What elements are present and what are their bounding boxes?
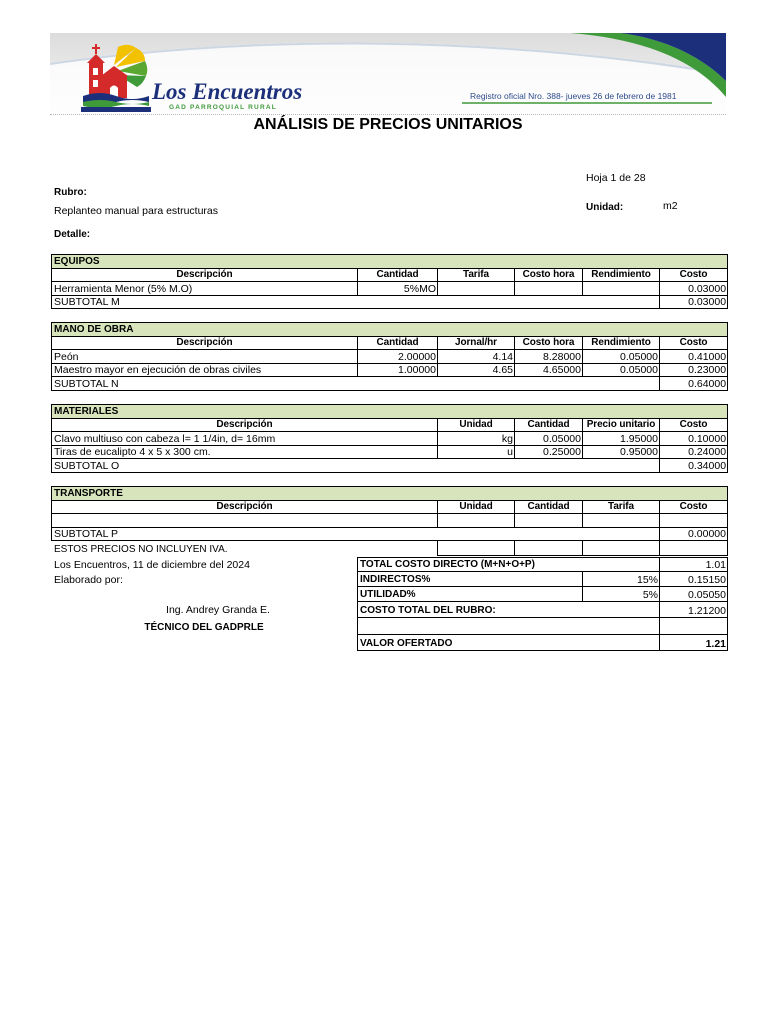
materiales-subtotal-label: SUBTOTAL O: [52, 459, 660, 473]
equipos-header-descripcion: Descripción: [52, 268, 358, 282]
mano-de-obra-table: [51, 322, 728, 391]
transporte-header-unidad: Unidad: [438, 500, 515, 514]
sheet-number: Hoja 1 de 28: [586, 172, 646, 184]
table-row: [52, 432, 728, 446]
equipos-subtotal-label: SUBTOTAL M: [52, 295, 660, 309]
table-row: [438, 541, 728, 556]
valor-ofertado-label: VALOR OFERTADO: [358, 635, 660, 651]
mano-de-obra-cell-costo: 0.23000: [660, 363, 728, 377]
equipos-subtotal-row: [52, 295, 728, 309]
summary-table: [357, 557, 728, 651]
transporte-title-row: [52, 487, 728, 501]
blank-cells-row: [437, 540, 728, 556]
transporte-subtotal-row: [52, 527, 728, 541]
mano-de-obra-subtotal-row: [52, 377, 728, 391]
unidad-label: Unidad:: [586, 202, 624, 213]
banner-divider: [50, 114, 726, 115]
iva-note: ESTOS PRECIOS NO INCLUYEN IVA.: [54, 544, 228, 555]
materiales-cell-cantidad: 0.25000: [515, 445, 583, 459]
summary-blank-row: [358, 618, 728, 635]
equipos-section-title: EQUIPOS: [52, 255, 728, 269]
table-row: [52, 350, 728, 364]
valor-ofertado-row: [358, 635, 728, 651]
mano-de-obra-cell-costo-hora: 4.65000: [515, 363, 583, 377]
equipos-header-row: [52, 268, 728, 282]
equipos-header-rendimiento: Rendimiento: [583, 268, 660, 282]
transporte-header-descripcion: Descripción: [52, 500, 438, 514]
equipos-title-row: [52, 255, 728, 269]
mano-de-obra-cell-rendimiento: 0.05000: [583, 350, 660, 364]
table-row: [52, 363, 728, 377]
signer-title: TÉCNICO DEL GADPRLE: [144, 622, 264, 633]
rubro-label: Rubro:: [54, 187, 87, 198]
mano-de-obra-cell-jornal: 4.65: [438, 363, 515, 377]
equipos-cell-costo-hora: [515, 282, 583, 296]
mano-de-obra-cell-cantidad: 1.00000: [358, 363, 438, 377]
materiales-subtotal-value: 0.34000: [660, 459, 728, 473]
blank-cell: [660, 541, 728, 556]
mano-de-obra-header-costo: Costo: [660, 336, 728, 350]
materiales-header-descripcion: Descripción: [52, 418, 438, 432]
materiales-cell-costo: 0.24000: [660, 445, 728, 459]
signer-name: Ing. Andrey Granda E.: [166, 604, 270, 616]
blank-cell: [583, 541, 660, 556]
blank-cell: [438, 541, 515, 556]
materiales-cell-descripcion: Clavo multiuso con cabeza l= 1 1/4in, d= 16mm: [52, 432, 438, 446]
equipos-header-costo-hora: Costo hora: [515, 268, 583, 282]
materiales-cell-costo: 0.10000: [660, 432, 728, 446]
mano-de-obra-header-costo-hora: Costo hora: [515, 336, 583, 350]
utilidad-label: UTILIDAD%: [358, 587, 583, 602]
materiales-cell-descripcion: Tiras de eucalipto 4 x 5 x 300 cm.: [52, 445, 438, 459]
materiales-header-row: [52, 418, 728, 432]
total-costo-directo-value: 1.01: [660, 558, 728, 572]
utilidad-row: [358, 587, 728, 602]
valor-ofertado-value: 1.21: [660, 635, 728, 651]
table-row: [52, 282, 728, 296]
equipos-header-cantidad: Cantidad: [358, 268, 438, 282]
equipos-cell-rendimiento: [583, 282, 660, 296]
org-subtitle: GAD PARROQUIAL RURAL: [169, 104, 277, 111]
utilidad-percent: 5%: [583, 587, 660, 602]
mano-de-obra-header-jornal: Jornal/hr: [438, 336, 515, 350]
materiales-cell-unidad: kg: [438, 432, 515, 446]
transporte-header-tarifa: Tarifa: [583, 500, 660, 514]
transporte-cell-unidad: [438, 514, 515, 528]
detalle-label: Detalle:: [54, 229, 91, 240]
mano-de-obra-header-descripcion: Descripción: [52, 336, 358, 350]
transporte-header-row: [52, 500, 728, 514]
materiales-cell-precio-unitario: 1.95000: [583, 432, 660, 446]
table-row: [52, 445, 728, 459]
transporte-cell-tarifa: [583, 514, 660, 528]
total-costo-directo-label: TOTAL COSTO DIRECTO (M+N+O+P): [358, 558, 660, 572]
equipos-header-costo: Costo: [660, 268, 728, 282]
mano-de-obra-title-row: [52, 323, 728, 337]
indirectos-label: INDIRECTOS%: [358, 572, 583, 587]
place-date: Los Encuentros, 11 de diciembre del 2024: [54, 559, 250, 571]
transporte-subtotal-label: SUBTOTAL P: [52, 527, 660, 541]
equipos-table: [51, 254, 728, 309]
registry-text: Registro oficial Nro. 388- jueves 26 de febrero de 1981: [470, 91, 677, 101]
equipos-header-tarifa: Tarifa: [438, 268, 515, 282]
mano-de-obra-cell-costo: 0.41000: [660, 350, 728, 364]
utilidad-value: 0.05050: [660, 587, 728, 602]
mano-de-obra-cell-descripcion: Maestro mayor en ejecución de obras civiles: [52, 363, 358, 377]
mano-de-obra-cell-cantidad: 2.00000: [358, 350, 438, 364]
materiales-cell-precio-unitario: 0.95000: [583, 445, 660, 459]
transporte-header-costo: Costo: [660, 500, 728, 514]
transporte-cell-cantidad: [515, 514, 583, 528]
transporte-table: [51, 486, 728, 541]
mano-de-obra-section-title: MANO DE OBRA: [52, 323, 728, 337]
equipos-cell-descripcion: Herramienta Menor (5% M.O): [52, 282, 358, 296]
materiales-section-title: MATERIALES: [52, 405, 728, 419]
materiales-header-costo: Costo: [660, 418, 728, 432]
blank-cell: [660, 618, 728, 635]
equipos-cell-cantidad: 5%MO: [358, 282, 438, 296]
transporte-subtotal-value: 0.00000: [660, 527, 728, 541]
prepared-by-label: Elaborado por:: [54, 574, 123, 586]
materiales-header-cantidad: Cantidad: [515, 418, 583, 432]
materiales-header-precio-unitario: Precio unitario: [583, 418, 660, 432]
mano-de-obra-header-row: [52, 336, 728, 350]
unidad-value: m2: [663, 200, 678, 212]
page-title: ANÁLISIS DE PRECIOS UNITARIOS: [253, 116, 523, 133]
materiales-cell-cantidad: 0.05000: [515, 432, 583, 446]
costo-total-value: 1.21200: [660, 602, 728, 618]
org-name: Los Encuentros: [152, 79, 303, 104]
table-row: [52, 514, 728, 528]
materiales-subtotal-row: [52, 459, 728, 473]
rubro-value: Replanteo manual para estructuras: [54, 205, 219, 217]
mano-de-obra-header-cantidad: Cantidad: [358, 336, 438, 350]
mano-de-obra-cell-jornal: 4.14: [438, 350, 515, 364]
blank-cell: [515, 541, 583, 556]
mano-de-obra-subtotal-value: 0.64000: [660, 377, 728, 391]
materiales-header-unidad: Unidad: [438, 418, 515, 432]
transporte-header-cantidad: Cantidad: [515, 500, 583, 514]
transporte-cell-costo: [660, 514, 728, 528]
indirectos-value: 0.15150: [660, 572, 728, 587]
mano-de-obra-subtotal-label: SUBTOTAL N: [52, 377, 660, 391]
transporte-section-title: TRANSPORTE: [52, 487, 728, 501]
materiales-table: [51, 404, 728, 473]
equipos-subtotal-value: 0.03000: [660, 295, 728, 309]
costo-total-label: COSTO TOTAL DEL RUBRO:: [358, 602, 660, 618]
materiales-title-row: [52, 405, 728, 419]
mano-de-obra-cell-costo-hora: 8.28000: [515, 350, 583, 364]
equipos-cell-costo: 0.03000: [660, 282, 728, 296]
transporte-cell-descripcion: [52, 514, 438, 528]
indirectos-row: [358, 572, 728, 587]
mano-de-obra-header-rendimiento: Rendimiento: [583, 336, 660, 350]
indirectos-percent: 15%: [583, 572, 660, 587]
costo-total-row: [358, 602, 728, 618]
equipos-cell-tarifa: [438, 282, 515, 296]
total-costo-directo-row: [358, 558, 728, 572]
mano-de-obra-cell-rendimiento: 0.05000: [583, 363, 660, 377]
materiales-cell-unidad: u: [438, 445, 515, 459]
mano-de-obra-cell-descripcion: Peón: [52, 350, 358, 364]
blank-cell: [358, 618, 660, 635]
